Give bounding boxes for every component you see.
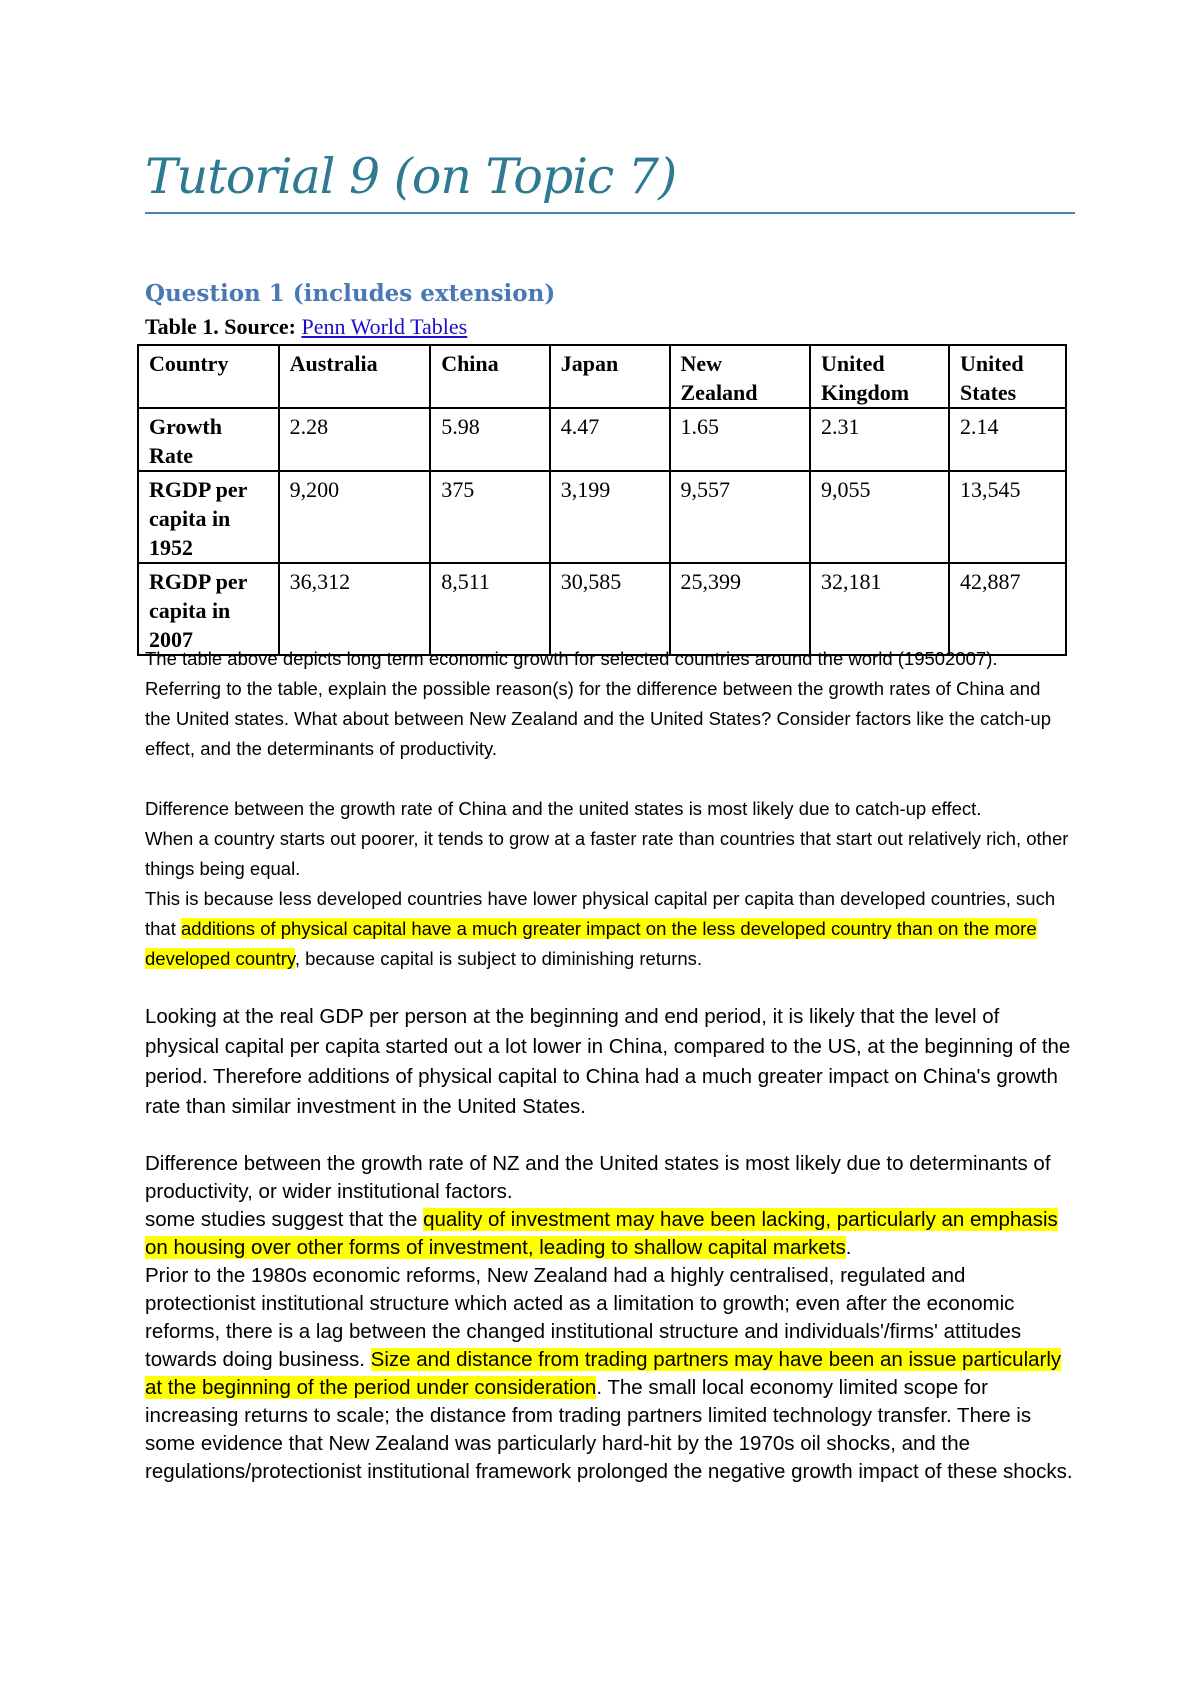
header-cell: United States: [949, 345, 1066, 408]
answer-text: some studies suggest that the: [145, 1208, 424, 1231]
header-cell: New Zealand: [670, 345, 811, 408]
table-caption-prefix: Table 1. Source:: [145, 314, 302, 339]
answer-china-section: [145, 794, 1075, 974]
table-cell: 5.98: [430, 408, 550, 471]
table-caption: [145, 314, 467, 340]
answer-paragraph: Difference between the growth rate of NZ and the United states is most likely due to determinants of productivity, or wider institutional factors.: [145, 1152, 1051, 1203]
table-cell: 2.28: [279, 408, 431, 471]
answer-text: , because capital is subject to diminishing returns.: [294, 948, 703, 969]
table-row: [138, 563, 1066, 655]
penn-world-tables-link[interactable]: Penn World Tables: [301, 314, 468, 339]
row-label: RGDP per capita in 1952: [138, 471, 279, 563]
header-cell: United Kingdom: [810, 345, 949, 408]
table-cell: 13,545: [949, 471, 1066, 563]
table-cell: 2.31: [810, 408, 949, 471]
answer-text: This is because less developed countries have lower physical capital per capita than developed countries, such that: [145, 888, 1056, 939]
table-cell: 9,200: [279, 471, 431, 563]
table-cell: 32,181: [810, 563, 949, 655]
answer-china-gdp-paragraph: Looking at the real GDP per person at the beginning and end period, it is likely that the level of physical capital per capita started out a lot lower in China, compared to the US, at the beginning of the period. Therefore additions of physical capital to China had a much greater impact on China's growth rate than similar investment in the United States.: [145, 1005, 1071, 1118]
table-cell: 30,585: [550, 563, 670, 655]
answer-text: Prior to the 1980s economic reforms, New Zealand had a highly centralised, regulated and protectionist institutional structure which acted as a limitation to growth; even after the economic reforms, there is a lag between the changed institutional structure and individuals'/firms' attitudes towards doing business.: [145, 1264, 1022, 1371]
table-cell: 3,199: [550, 471, 670, 563]
row-label: RGDP per capita in 2007: [138, 563, 279, 655]
header-cell: Country: [138, 345, 279, 408]
table-cell: 25,399: [670, 563, 811, 655]
table-cell: 42,887: [949, 563, 1066, 655]
table-cell: 375: [430, 471, 550, 563]
highlighted-text: quality of investment may have been lacking, particularly an emphasis on housing over other forms of investment, leading to shallow capital markets: [145, 1208, 1058, 1259]
table-header-row: [138, 345, 1066, 408]
table-row: [138, 471, 1066, 563]
answer-paragraph: [145, 1206, 1075, 1262]
table-cell: 9,055: [810, 471, 949, 563]
answer-text: .: [845, 1236, 852, 1259]
table-cell: 1.65: [670, 408, 811, 471]
highlighted-text: Size and distance from trading partners may have been an issue particularly at the beginning of the period under consideration: [145, 1348, 1062, 1399]
answer-paragraph: [145, 884, 1075, 974]
header-cell: Japan: [550, 345, 670, 408]
table-cell: 8,511: [430, 563, 550, 655]
answer-text: . The small local economy limited scope for increasing returns to scale; the distance from trading partners limited technology transfer. There is some evidence that New Zealand was particularly hard-hit by the 1970s oil shocks, and the regulations/protectionist institutional framework prolonged the negative growth impact of these shocks.: [145, 1376, 1073, 1483]
question-prompt: The table above depicts long term economic growth for selected countries around the world (19502007). Referring to the table, explain the possible reason(s) for the difference between the growth rates of China and the United states. What about between New Zealand and the United States? Consider factors like the catch-up effect, and the determinants of productivity.: [145, 648, 1051, 759]
answer-paragraph: Difference between the growth rate of China and the united states is most likely due to catch-up effect.: [145, 798, 982, 819]
answer-paragraph: [145, 1262, 1075, 1486]
row-label: Growth Rate: [138, 408, 279, 471]
growth-table: [137, 344, 1067, 656]
table-cell: 9,557: [670, 471, 811, 563]
highlighted-text: additions of physical capital have a much greater impact on the less developed country than on the more developed country: [145, 918, 1037, 969]
table-cell: 4.47: [550, 408, 670, 471]
document-title: Tutorial 9 (on Topic 7): [145, 148, 677, 205]
table-cell: 2.14: [949, 408, 1066, 471]
table-cell: 36,312: [279, 563, 431, 655]
header-cell: China: [430, 345, 550, 408]
header-cell: Australia: [279, 345, 431, 408]
table-row: [138, 408, 1066, 471]
answer-nz-section: [145, 1150, 1075, 1486]
title-divider: [145, 212, 1075, 214]
answer-paragraph: When a country starts out poorer, it tends to grow at a faster rate than countries that start out relatively rich, other things being equal.: [145, 828, 1069, 879]
question-heading: Question 1 (includes extension): [145, 280, 556, 307]
